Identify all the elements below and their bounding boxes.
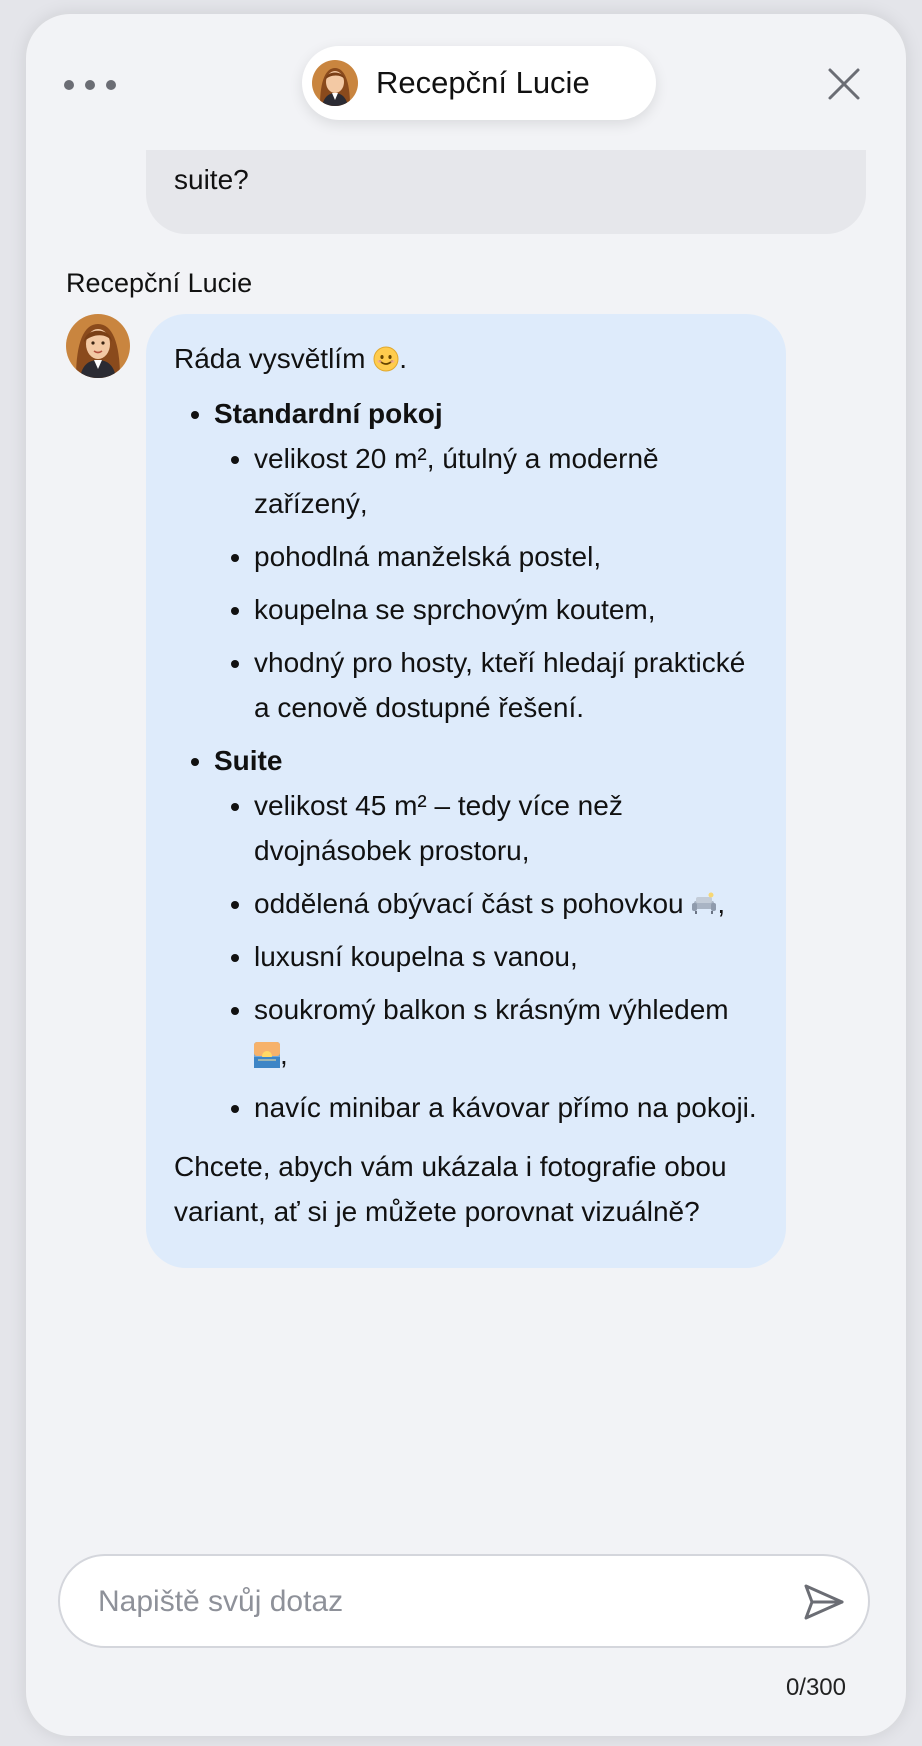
list-item: • velikost 20 m², útulný a moderně zařízený,: [254, 436, 758, 526]
user-message-text: suite?: [174, 164, 249, 195]
list-item: • luxusní koupelna s vanou,: [254, 934, 758, 979]
bot-message-bubble: [146, 314, 786, 1268]
list-item-suffix: ,: [280, 1039, 288, 1070]
list-item-text: oddělená obývací část s pohovkou: [254, 888, 684, 919]
assistant-title: Recepční Lucie: [376, 65, 590, 100]
list-item: • pohodlná manželská postel,: [254, 534, 758, 579]
list-item: [214, 738, 758, 1130]
section-title-standard: Standardní pokoj: [214, 398, 443, 429]
close-button[interactable]: [824, 64, 864, 104]
list-item-text: soukromý balkon s krásným výhledem: [254, 994, 729, 1025]
list-item-suffix: ,: [717, 888, 726, 919]
chat-header: [26, 14, 906, 154]
more-options-button[interactable]: [64, 72, 116, 98]
list-item: [254, 987, 758, 1077]
intro-text: Ráda vysvětlím: [174, 343, 366, 374]
section-title-suite: Suite: [214, 745, 283, 776]
intro-end: .: [399, 343, 407, 374]
smiling-face-icon: [373, 346, 399, 372]
list-item: • navíc minibar a kávovar přímo na pokoji.: [254, 1085, 758, 1130]
room-types-list: [174, 391, 758, 1130]
list-item: • velikost 45 m² – tedy více než dvojnásobek prostoru,: [254, 783, 758, 873]
list-item: • koupelna se sprchovým koutem,: [254, 587, 758, 632]
message-input[interactable]: [96, 1572, 740, 1632]
standard-features-list: [214, 436, 758, 730]
more-dot: [85, 80, 95, 90]
message-list[interactable]: [26, 150, 906, 1550]
message-composer: [58, 1554, 870, 1648]
list-item: [214, 391, 758, 730]
bot-sender-name: Recepční Lucie: [66, 268, 253, 298]
list-item: [254, 881, 758, 926]
bot-message-intro: [174, 336, 758, 381]
more-dot: [106, 80, 116, 90]
send-button[interactable]: [802, 1582, 846, 1622]
sunrise-icon: [254, 1042, 280, 1068]
list-item: • vhodný pro hosty, kteří hledají praktické a cenově dostupné řešení.: [254, 640, 758, 730]
chat-widget: [26, 14, 906, 1736]
send-icon: [802, 1582, 846, 1622]
more-dot: [64, 80, 74, 90]
bot-avatar: [66, 314, 130, 378]
assistant-avatar: [312, 60, 358, 106]
bot-message-outro: Chcete, abych vám ukázala i fotografie obou variant, ať si je můžete porovnat vizuálně?: [174, 1151, 727, 1227]
assistant-title-pill: [302, 46, 656, 120]
couch-icon: [691, 891, 717, 917]
close-icon: [824, 64, 864, 104]
suite-features-list: [214, 783, 758, 1130]
character-counter: 0/300: [785, 1674, 846, 1701]
user-message-bubble: [146, 150, 866, 234]
